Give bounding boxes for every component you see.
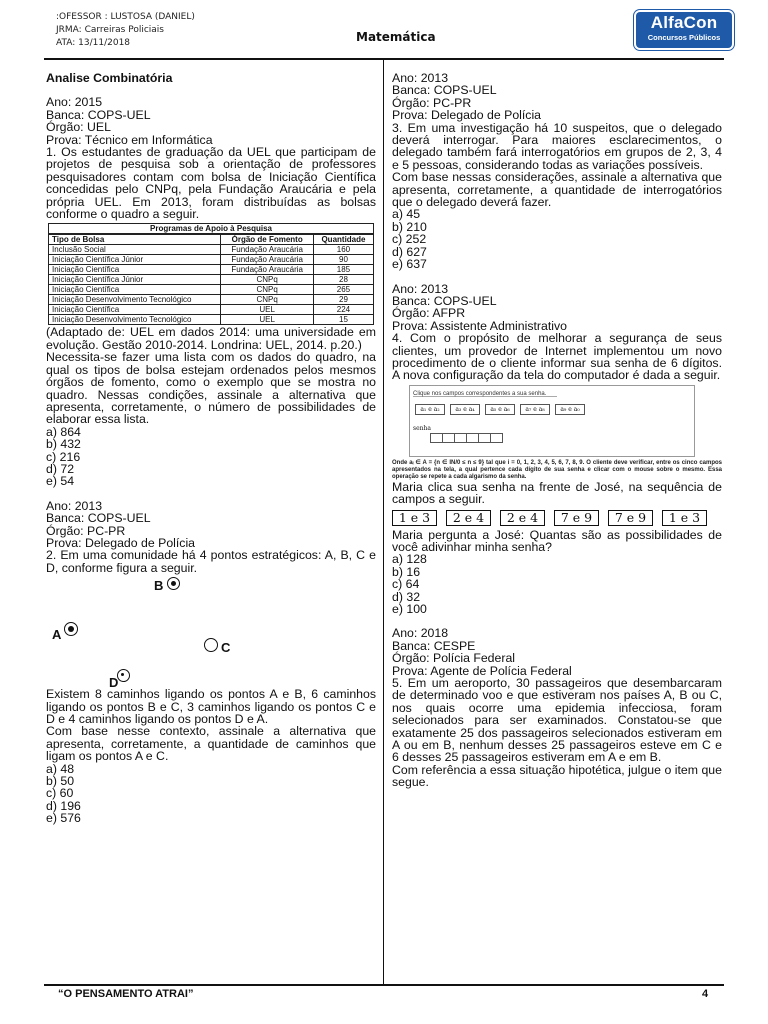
- table-row: [49, 285, 374, 295]
- screen-key: a₇ e a₈: [520, 404, 550, 415]
- q4-question: Maria pergunta a José: Quantas são as possibilidades de você adivinhar minha senha?: [392, 527, 722, 554]
- point-c-marker: [204, 638, 218, 652]
- table-row: [49, 275, 374, 285]
- q3-option-e: e) 637: [392, 257, 427, 272]
- q3-option-b: b) 210: [392, 219, 427, 234]
- q5-orgao: Órgão: Polícia Federal: [392, 651, 516, 666]
- screen-key: a₉ e a₀: [555, 404, 585, 415]
- left-column: [46, 72, 376, 825]
- table-cell: Fundação Araucária: [221, 245, 314, 255]
- q4-banca: Banca: COPS-UEL: [392, 293, 497, 308]
- table-caption: Programas de Apoio à Pesquisa: [49, 224, 374, 235]
- q4-option-b: b) 16: [392, 564, 421, 579]
- q2-ano: Ano: 2013: [46, 498, 103, 513]
- page-number: 4: [702, 988, 709, 1000]
- logo-sub-text: Concursos Públicos: [647, 33, 721, 42]
- q1-option-a: a) 864: [46, 424, 81, 439]
- points-figure: [46, 574, 376, 691]
- q3-prova: Prova: Delegado de Polícia: [392, 108, 542, 123]
- table-cell: Iniciação Desenvolvimento Tecnológico: [49, 295, 221, 305]
- q2-orgao: Órgão: PC-PR: [46, 523, 126, 538]
- table-row: [49, 255, 374, 265]
- q2-option-c: c) 60: [46, 786, 74, 801]
- q1-question: Necessita-se fazer uma lista com os dados do quadro, na qual os tipos de bolsa estejam ordenados pelos mesmos órgãos de fomento, como o exemplo que se mostra no quadro. Nessas condições, assinale a alternativa que apresenta, corretamente, o número de possibilidades de elaborar essa lista.: [46, 350, 376, 427]
- table-cell: 185: [313, 265, 373, 275]
- table-row: [49, 305, 374, 315]
- senha-box: [490, 433, 503, 443]
- table-row: [49, 315, 374, 325]
- table-cell: 265: [313, 285, 373, 295]
- q3-ano: Ano: 2013: [392, 71, 449, 85]
- point-d-marker: [117, 669, 130, 682]
- question-3: [392, 72, 722, 271]
- q4-option-d: d) 32: [392, 589, 421, 604]
- pair-box: 7 e 9: [554, 510, 599, 526]
- q5-prova: Prova: Agente de Polícia Federal: [392, 663, 572, 678]
- table-header: Quantidade: [313, 234, 373, 245]
- table-header: Órgão de Fomento: [221, 234, 314, 245]
- date-line: ATA: 13/11/2018: [56, 38, 131, 48]
- pair-box: 1 e 3: [662, 510, 707, 526]
- q4-text2: Maria clica sua senha na frente de José, na sequência de campos a seguir.: [392, 479, 722, 507]
- table-cell: Inclusão Social: [49, 245, 221, 255]
- table-cell: Iniciação Científica Júnior: [49, 275, 221, 285]
- table-cell: UEL: [221, 315, 314, 325]
- table-row: [49, 295, 374, 305]
- pair-box: 1 e 3: [392, 510, 437, 526]
- header-divider: [44, 58, 724, 60]
- question-4: [392, 283, 722, 616]
- column-divider: [383, 60, 384, 986]
- table-cell: Iniciação Científica: [49, 265, 221, 275]
- table-cell: Fundação Araucária: [221, 255, 314, 265]
- screen-key: a₅ e a₆: [485, 404, 515, 415]
- q2-banca: Banca: COPS-UEL: [46, 511, 151, 526]
- table-row: [49, 265, 374, 275]
- section-title: Analise Combinatória: [46, 71, 173, 85]
- alfacon-logo: [636, 12, 732, 48]
- question-2: [46, 500, 376, 825]
- turma-line: JRMA: Carreiras Policiais: [56, 25, 164, 35]
- q2-statement: 2. Em uma comunidade há 4 pontos estratégicos: A, B, C e D, conforme figura a seguir.: [46, 548, 376, 575]
- table-cell: CNPq: [221, 285, 314, 295]
- q5-banca: Banca: CESPE: [392, 638, 476, 653]
- q3-option-a: a) 45: [392, 207, 421, 222]
- q1-prova: Prova: Técnico em Informática: [46, 132, 213, 147]
- q1-ano: Ano: 2015: [46, 95, 103, 110]
- subject-title: Matemática: [356, 30, 436, 44]
- q4-option-a: a) 128: [392, 552, 427, 567]
- professor-line: :OFESSOR : LUSTOSA (DANIEL): [56, 12, 195, 22]
- question-5: [392, 627, 722, 788]
- table-row: [49, 245, 374, 255]
- q3-option-c: c) 252: [392, 232, 427, 247]
- q2-option-b: b) 50: [46, 774, 75, 789]
- q2-prova: Prova: Delegado de Polícia: [46, 535, 196, 550]
- q1-option-d: d) 72: [46, 461, 75, 476]
- pair-box: 2 e 4: [500, 510, 545, 526]
- table-cell: CNPq: [221, 275, 314, 285]
- q4-prova: Prova: Assistente Administrativo: [392, 318, 567, 333]
- q3-question: Com base nessas considerações, assinale a alternativa que apresenta, corretamente, a quantidade de interrogatórios que o delegado deverá fazer.: [392, 170, 722, 210]
- point-c-label: C: [221, 640, 231, 656]
- q5-statement: 5. Em um aeroporto, 30 passageiros que desembarcaram de determinado voo e que estiveram nos países A, B ou C, nos quais ocorre uma epidemia infecciosa, foram selecionados para ser examinados. Constatou-se que exatamente 25 dos passageiros selecionados estiveram em A ou em B, nenhum desses 25 passageiros esteve em C e 6 desses 25 passageiros estiveram em A e em B.: [392, 676, 722, 765]
- q2-question: Existem 8 caminhos ligando os pontos A e B, 6 caminhos ligando os pontos B e C, 3 caminhos ligando os pontos C e D e 4 caminhos ligando os pontos D e A.: [46, 687, 376, 726]
- q5-ano: Ano: 2018: [392, 626, 449, 641]
- q4-option-c: c) 64: [392, 577, 420, 592]
- table-cell: 28: [313, 275, 373, 285]
- table-cell: Iniciação Desenvolvimento Tecnológico: [49, 315, 221, 325]
- logo-main-text: AlfaCon: [650, 13, 718, 32]
- q4-statement: 4. Com o propósito de melhorar a segurança de seus clientes, um provedor de Internet implementou um novo procedimento de o cliente informar sua senha de 6 dígitos. A nova configuração da tela do computador é dada a seguir.: [392, 331, 722, 383]
- pair-box: 2 e 4: [446, 510, 491, 526]
- q1-orgao: Órgão: UEL: [46, 120, 111, 135]
- password-pairs: [392, 510, 722, 526]
- point-d-label: D: [109, 675, 119, 691]
- table-cell: CNPq: [221, 295, 314, 305]
- right-column: [392, 72, 722, 789]
- screen-caption: Clique nos campos correspondentes a sua senha.: [413, 388, 557, 397]
- screen-key: a₁ e a₂: [415, 404, 445, 415]
- q1-option-c: c) 216: [46, 449, 81, 464]
- q3-orgao: Órgão: PC-PR: [392, 95, 472, 110]
- pair-box: 7 e 9: [608, 510, 653, 526]
- table-cell: Iniciação Científica Júnior: [49, 255, 221, 265]
- q1-option-b: b) 432: [46, 437, 81, 452]
- q4-option-e: e) 100: [392, 602, 427, 616]
- point-a-label: A: [52, 627, 62, 643]
- senha-label: senha: [413, 424, 431, 432]
- q1-banca: Banca: COPS-UEL: [46, 107, 151, 122]
- question-1: [46, 96, 376, 487]
- footer-divider: [44, 984, 724, 986]
- q4-orgao: Órgão: AFPR: [392, 306, 466, 321]
- table-cell: 15: [313, 315, 373, 325]
- q2-option-a: a) 48: [46, 761, 75, 776]
- page-header: [0, 0, 768, 58]
- header-info: [56, 11, 195, 50]
- login-screen-figure: [409, 385, 695, 457]
- q1-statement: 1. Os estudantes de graduação da UEL que participam de projetos de pesquisa sob a orientação de professores pesquisadores contam com bolsa de Iniciação Científica concedidas pelo CNPq, pela Fundação Araucária e pela própria UEL. Em 2013, foram distribuídas as bolsas conforme o quadro a seguir.: [46, 145, 376, 222]
- bolsas-table: [48, 223, 374, 325]
- q3-banca: Banca: COPS-UEL: [392, 83, 497, 98]
- table-cell: Iniciação Científica: [49, 285, 221, 295]
- table-cell: 160: [313, 245, 373, 255]
- table-cell: Fundação Araucária: [221, 265, 314, 275]
- q4-ano: Ano: 2013: [392, 281, 449, 296]
- q5-question: Com referência a essa situação hipotética, julgue o item que segue.: [392, 762, 722, 790]
- table-header: Tipo de Bolsa: [49, 234, 221, 245]
- table-cell: 224: [313, 305, 373, 315]
- q4-note: Onde aᵢ ∈ A = {n ∈ IN/0 ≤ n ≤ 9} tal que i = 0, 1, 2, 3, 4, 5, 6, 7, 8, 9. O cliente deve verificar, entre os cinco campos apresentados na tela, a qual pertence cada dígito de sua senha e clicar com o mouse sobre o mesmo. Essa operação se repete a cada algarismo da senha.: [392, 459, 722, 480]
- table-cell: UEL: [221, 305, 314, 315]
- table-cell: 90: [313, 255, 373, 265]
- q2-question-2: Com base nesse contexto, assinale a alternativa que apresenta, corretamente, a quantidade de caminhos que ligam os pontos A e C.: [46, 724, 376, 764]
- footer-motto: “O PENSAMENTO ATRAI”: [58, 988, 194, 1000]
- q3-option-d: d) 627: [392, 244, 427, 259]
- q1-option-e: e) 54: [46, 474, 75, 489]
- q3-statement: 3. Em uma investigação há 10 suspeitos, que o delegado deverá interrogar. Para maiores esclarecimentos, o delegado também fará interrogatórios em grupos de 2, 3, 4 e 5 pessoas, considerando todas as variações possíveis.: [392, 120, 722, 172]
- q2-option-d: d) 196: [46, 798, 81, 813]
- table-cell: 29: [313, 295, 373, 305]
- point-b-label: B: [154, 578, 164, 594]
- screen-key: a₃ e a₄: [450, 404, 480, 415]
- table-cell: Iniciação Científica: [49, 305, 221, 315]
- q2-option-e: e) 576: [46, 811, 81, 826]
- q1-source: (Adaptado de: UEL em dados 2014: uma universidade em evolução. Gestão 2010-2014. Londrina: UEL, 2014. p.20.): [46, 325, 376, 352]
